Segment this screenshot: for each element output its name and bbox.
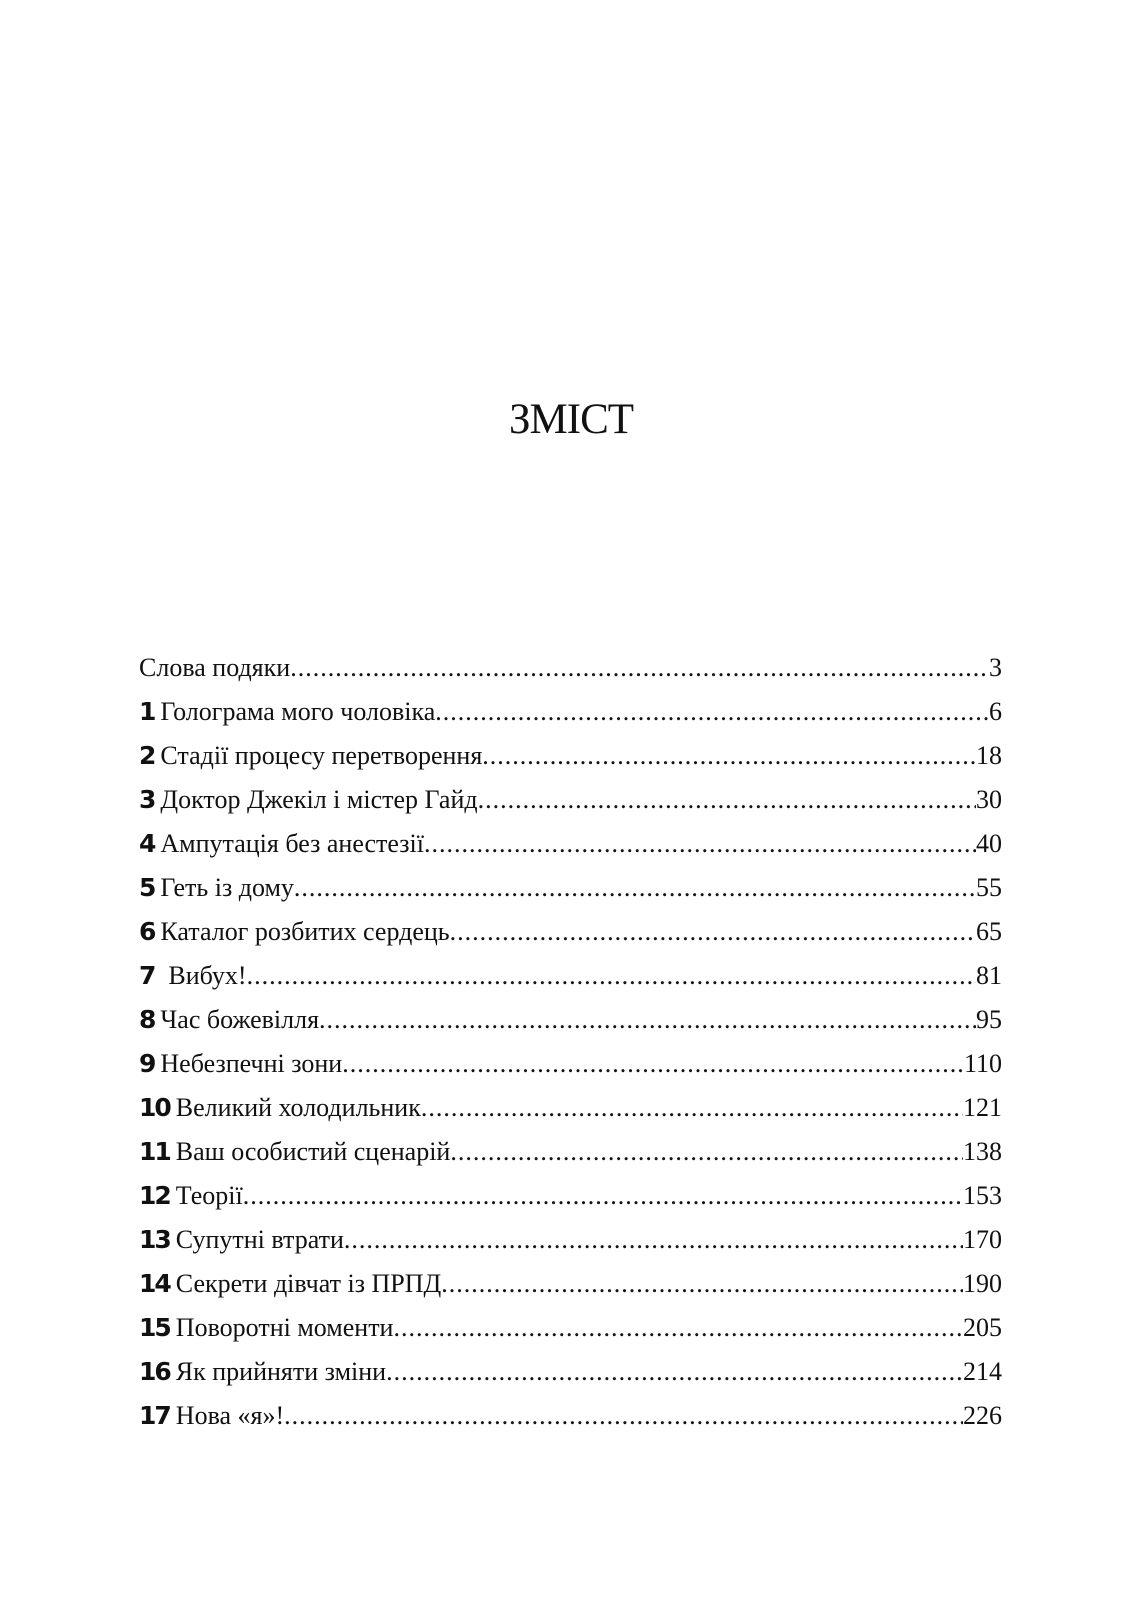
dot-leader <box>319 1004 976 1036</box>
chapter-number: 17 <box>139 1401 170 1430</box>
chapter-title: Поворотні моменти <box>175 1313 394 1342</box>
page-number: 18 <box>976 741 1002 770</box>
chapter-number: 14 <box>139 1269 170 1298</box>
toc-entry <box>139 784 1002 828</box>
chapter-title: Супутні втрати <box>175 1225 344 1254</box>
page-number: 30 <box>976 785 1002 814</box>
dot-leader <box>386 1356 963 1388</box>
dot-leader <box>290 652 989 684</box>
dot-leader <box>478 784 976 816</box>
toc-entry <box>139 1092 1002 1136</box>
dot-leader <box>294 872 976 904</box>
dot-leader <box>344 1224 963 1256</box>
toc-entry <box>139 1312 1002 1356</box>
toc-entry <box>139 696 1002 740</box>
chapter-title: Як прийняти зміни <box>175 1357 387 1386</box>
dot-leader <box>243 1180 963 1212</box>
chapter-title: Великий холодильник <box>175 1093 421 1122</box>
dot-leader <box>482 740 976 772</box>
chapter-title: Геть із дому <box>160 873 294 902</box>
dot-leader <box>393 1312 963 1344</box>
chapter-number: 13 <box>139 1225 170 1254</box>
chapter-number: 16 <box>139 1357 170 1386</box>
toc-entry <box>139 1268 1002 1312</box>
page-number: 3 <box>989 653 1002 682</box>
chapter-number: 3 <box>139 785 155 814</box>
page-number: 190 <box>963 1269 1002 1298</box>
dot-leader <box>421 1092 963 1124</box>
dot-leader <box>450 916 976 948</box>
chapter-number: 6 <box>139 917 155 946</box>
dot-leader <box>247 960 976 992</box>
chapter-number: 7 <box>139 961 155 990</box>
chapter-title: Слова подяки <box>139 653 291 682</box>
toc-entry <box>139 652 1002 696</box>
chapter-number: 2 <box>139 741 155 770</box>
dot-leader <box>284 1400 963 1432</box>
toc-entry <box>139 960 1002 1004</box>
toc-entry <box>139 1048 1002 1092</box>
chapter-title: Вибух! <box>168 961 247 990</box>
dot-leader <box>435 696 989 728</box>
chapter-title: Час божевілля <box>160 1005 320 1034</box>
page-number: 214 <box>963 1357 1002 1386</box>
chapter-number: 4 <box>139 829 155 858</box>
page-number: 138 <box>963 1137 1002 1166</box>
chapter-title: Доктор Джекіл і містер Гайд <box>160 785 478 814</box>
chapter-number: 8 <box>139 1005 155 1034</box>
chapter-title: Стадії процесу перетворення <box>160 741 483 770</box>
chapter-title: Небезпечні зони <box>160 1049 343 1078</box>
page-number: 170 <box>963 1225 1002 1254</box>
page-number: 121 <box>963 1093 1002 1122</box>
dot-leader <box>424 828 976 860</box>
page-number: 153 <box>963 1181 1002 1210</box>
dot-leader <box>342 1048 964 1080</box>
toc-entry <box>139 1136 1002 1180</box>
chapter-title: Ваш особистий сценарій <box>175 1137 451 1166</box>
page-number: 6 <box>989 697 1002 726</box>
page-number: 65 <box>976 917 1002 946</box>
page-title: ЗМІСТ <box>508 396 634 443</box>
toc-entry <box>139 1356 1002 1400</box>
chapter-number: 15 <box>139 1313 170 1342</box>
chapter-number: 5 <box>139 873 155 902</box>
toc-entry <box>139 916 1002 960</box>
page-number: 110 <box>963 1049 1002 1078</box>
chapter-number: 11 <box>139 1137 170 1166</box>
page-number: 205 <box>963 1313 1002 1342</box>
page-number: 55 <box>976 873 1002 902</box>
page-number: 40 <box>976 829 1002 858</box>
toc-entry <box>139 872 1002 916</box>
chapter-number: 12 <box>139 1181 170 1210</box>
chapter-title: Секрети дівчат із ПРПД <box>175 1269 442 1298</box>
page-number: 95 <box>976 1005 1002 1034</box>
chapter-title: Теорії <box>175 1181 243 1210</box>
toc-entry <box>139 1400 1002 1444</box>
toc-entry <box>139 828 1002 872</box>
chapter-title: Нова «я»! <box>175 1401 285 1430</box>
toc-entry <box>139 1224 1002 1268</box>
page-number: 226 <box>963 1401 1002 1430</box>
dot-leader <box>450 1136 963 1168</box>
chapter-number: 1 <box>139 697 155 726</box>
chapter-title: Ампутація без анестезії <box>160 829 424 858</box>
page-number: 81 <box>976 961 1002 990</box>
table-of-contents <box>139 652 1002 1444</box>
toc-entry <box>139 1004 1002 1048</box>
chapter-title: Голограма мого чоловіка <box>160 697 436 726</box>
chapter-title: Каталог розбитих сердець <box>160 917 450 946</box>
toc-entry <box>139 1180 1002 1224</box>
chapter-number: 10 <box>139 1093 170 1122</box>
dot-leader <box>441 1268 963 1300</box>
toc-entry <box>139 740 1002 784</box>
chapter-number: 9 <box>139 1049 155 1078</box>
